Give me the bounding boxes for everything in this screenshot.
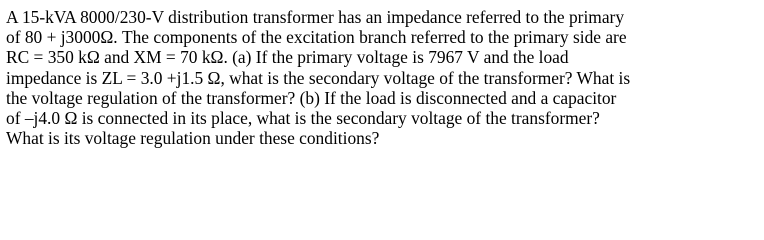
problem-line: impedance is ZL = 3.0 +j1.5 Ω, what is the secondary voltage of the transformer? What is — [6, 67, 631, 88]
problem-line: What is its voltage regulation under these conditions? — [6, 128, 380, 149]
problem-line: the voltage regulation of the transformer? (b) If the load is disconnected and a capacitor — [6, 87, 617, 108]
problem-line: RC = 350 kΩ and XM = 70 kΩ. (a) If the primary voltage is 7967 V and the load — [6, 47, 569, 68]
problem-line: of –j4.0 Ω is connected in its place, what is the secondary voltage of the transformer? — [6, 108, 600, 129]
problem-line: of 80 + j3000Ω. The components of the excitation branch referred to the primary side are — [6, 27, 627, 48]
problem-statement — [6, 7, 758, 148]
problem-line: A 15-kVA 8000/230-V distribution transformer has an impedance referred to the primary — [6, 7, 625, 27]
